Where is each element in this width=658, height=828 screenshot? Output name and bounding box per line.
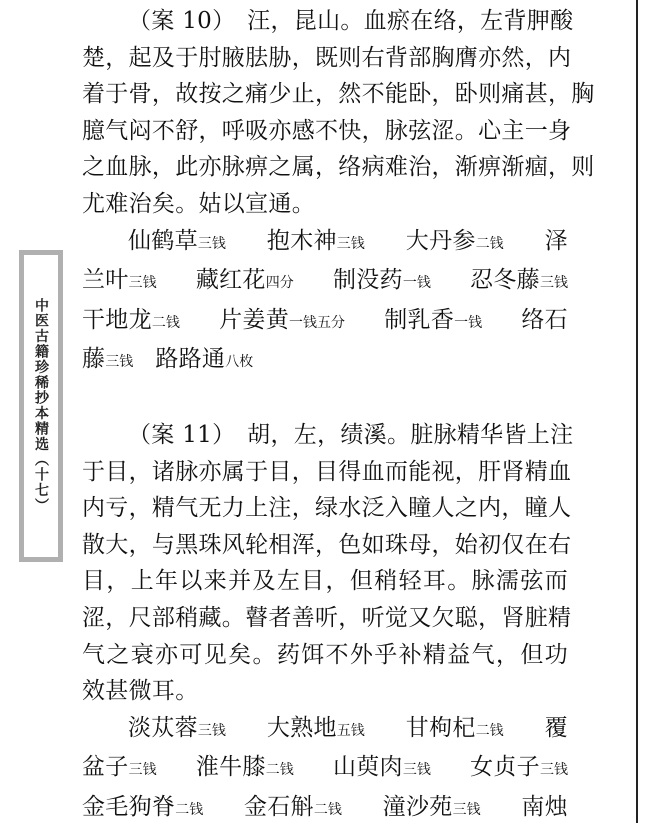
herb-item: 山萸肉三钱 — [332, 754, 431, 781]
prescription-line — [82, 749, 568, 789]
herb-item: 金毛狗脊二钱 — [82, 793, 204, 820]
case-11-prescription — [82, 710, 568, 828]
herb-item: 忍冬藤三钱 — [470, 267, 568, 294]
text-line: 着于骨，故按之痛少止，然不能卧，卧则痛甚，胸 — [82, 81, 595, 108]
text-line: 内亏，精气无力上注，绿水泛入瞳人之内，瞳人 — [82, 495, 572, 522]
text-line: 之血脉，此亦脉痹之属，络病难治，渐痹渐痼，则 — [82, 154, 595, 181]
herb-item: 藤三钱 — [82, 346, 134, 373]
herb-item: 淮牛膝二钱 — [195, 754, 294, 781]
herb-item: 兰叶三钱 — [82, 267, 157, 294]
case-11-text — [82, 417, 574, 710]
text-line: 涩，尺部稍藏。瞽者善听，听觉又欠聪，肾脏精 — [82, 604, 572, 631]
text-line: 尤难治矣。姑以宣通。 — [82, 190, 315, 217]
herb-item: 盆子三钱 — [82, 754, 157, 781]
herb-item: 制没药一钱 — [332, 267, 431, 294]
herb-item: 女贞子三钱 — [470, 754, 568, 781]
herb-item: 泽 — [544, 227, 568, 254]
herb-item: 络石 — [521, 306, 568, 333]
herb-item: 仙鹤草三钱 — [128, 227, 226, 254]
case-10-prescription — [82, 223, 568, 381]
prescription-line — [82, 223, 568, 263]
text-line: 楚，起及于肘腋胠胁，既则右背部胸膺亦然，内 — [82, 44, 572, 71]
herb-item: 金石斛二钱 — [243, 793, 342, 820]
series-side-tab — [19, 250, 63, 562]
page-edge-rule — [636, 0, 638, 823]
prescription-line — [82, 789, 568, 828]
case-11 — [82, 417, 574, 828]
herb-item: 甘枸杞二钱 — [405, 714, 504, 741]
herb-item: 干地龙二钱 — [82, 306, 180, 333]
herb-item: 潼沙苑三钱 — [382, 793, 481, 820]
case-10 — [82, 3, 595, 381]
herb-item: 覆 — [544, 714, 568, 741]
case-10-text — [82, 3, 595, 223]
prescription-line — [82, 341, 568, 381]
herb-item: 路路通八枚 — [155, 346, 254, 373]
text-line: 效甚微耳。 — [82, 678, 199, 705]
herb-item: 藏红花四分 — [195, 267, 294, 294]
herb-item: 大熟地五钱 — [266, 714, 365, 741]
text-line: （案 10） 汪，昆山。血瘀在络，左背胛酸 — [128, 8, 574, 34]
prescription-line — [82, 710, 568, 750]
herb-item: 大丹参二钱 — [405, 227, 504, 254]
herb-item: 抱木神三钱 — [266, 227, 365, 254]
text-line: （案 11） 胡，左，绩溪。脏脉精华皆上注 — [128, 421, 574, 448]
prescription-line — [82, 262, 568, 302]
herb-item: 淡苁蓉三钱 — [128, 714, 226, 741]
page-body — [82, 3, 595, 828]
case-separator — [82, 381, 568, 417]
herb-item: 制乳香一钱 — [384, 306, 483, 333]
prescription-line — [82, 302, 568, 342]
herb-item: 片姜黄一钱五分 — [219, 306, 346, 333]
text-line: 散大，与黑珠风轮相浑，色如珠母，始初仅在右 — [82, 531, 572, 558]
herb-item: 南烛 — [521, 793, 568, 820]
text-line: 气之衰亦可见矣。药饵不外乎补精益气，但功 — [82, 641, 568, 668]
text-line: 于目，诸脉亦属于目，目得血而能视，肝肾精血 — [82, 458, 572, 485]
text-line: 目，上年以来并及左目，但稍轻耳。脉濡弦而 — [82, 568, 568, 595]
text-line: 臆气闷不舒，呼吸亦感不快，脉弦涩。心主一身 — [82, 117, 572, 144]
series-title: 中医古籍珍稀抄本精选（十七） — [33, 298, 49, 514]
